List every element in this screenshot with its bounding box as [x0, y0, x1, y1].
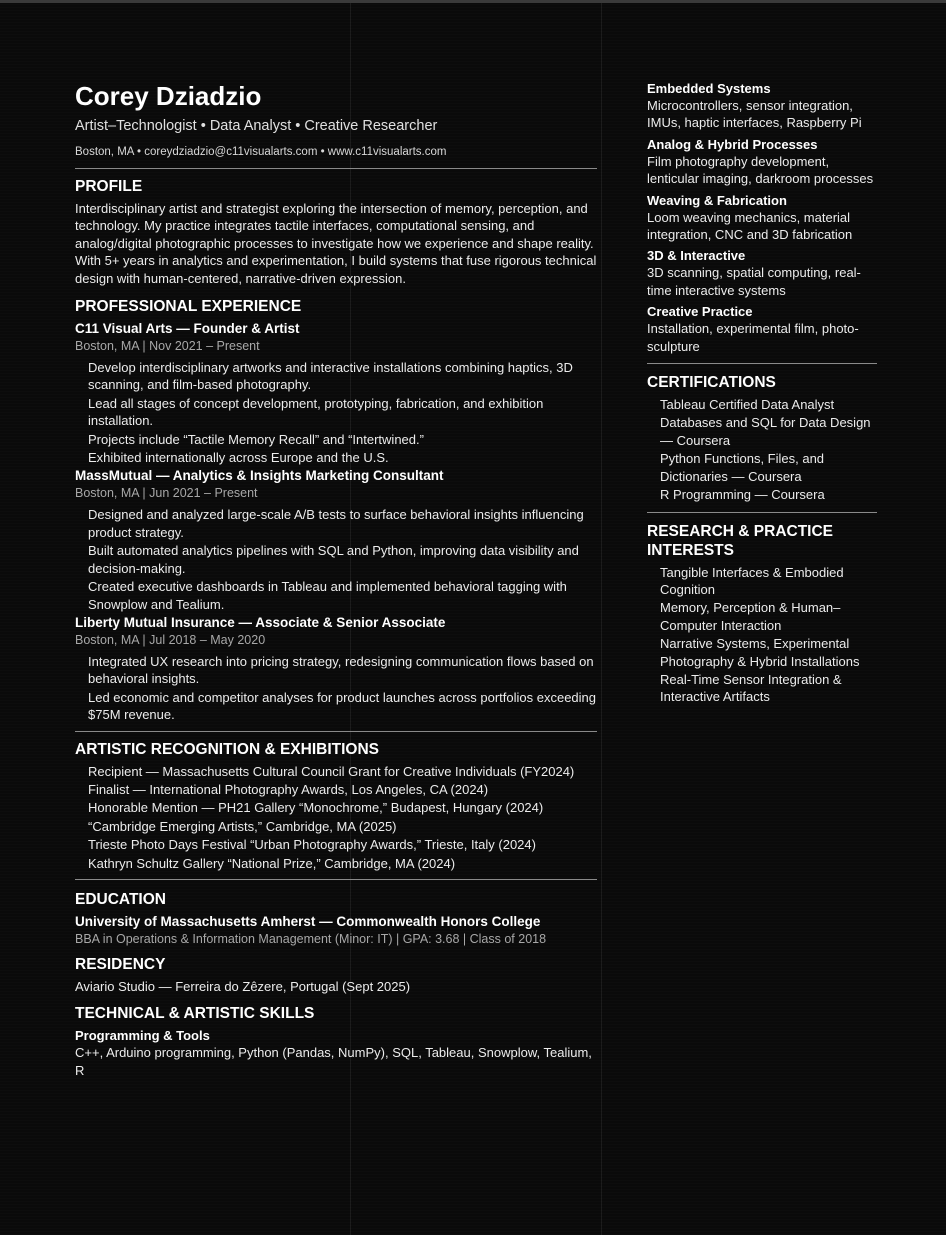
- section-title-profile: PROFILE: [75, 178, 143, 195]
- interest-item: Narrative Systems, Experimental Photography & Hybrid Installations: [660, 636, 860, 669]
- education-school: University of Massachusetts Amherst — Commonwealth Honors College: [75, 913, 541, 929]
- interest-item: Real-Time Sensor Integration & Interactive Artifacts: [660, 671, 842, 705]
- section-title-residency: RESIDENCY: [75, 955, 166, 973]
- job-bullets: [75, 359, 597, 466]
- job-meta: Boston, MA | Jun 2021 – Present: [75, 486, 258, 501]
- section-title-recognition: ARTISTIC RECOGNITION & EXHIBITIONS: [75, 740, 379, 758]
- job-bullet: Integrated UX research into pricing strategy, redesigning communication flows based on behavioral insights.: [88, 653, 594, 687]
- skill-group-text: C++, Arduino programming, Python (Pandas, NumPy), SQL, Tableau, Snowplow, Tealium, R: [75, 1045, 592, 1078]
- skill-group-name: 3D & Interactive: [647, 248, 746, 264]
- certification-list: [647, 396, 877, 503]
- side-column: [647, 80, 877, 707]
- job-bullet: Lead all stages of concept development, prototyping, fabrication, and exhibition installation.: [88, 395, 544, 429]
- divider: [75, 168, 597, 169]
- job-bullet: Created executive dashboards in Tableau and implemented behavioral tagging with Snowplow and Tealium.: [88, 579, 567, 612]
- skill-group-name: Programming & Tools: [75, 1028, 210, 1044]
- skills-right: [647, 80, 877, 355]
- job-list: [75, 320, 597, 724]
- recognition-list: [75, 763, 597, 872]
- section-title-interests: RESEARCH & PRACTICE INTERESTS: [647, 522, 834, 559]
- education-detail: BBA in Operations & Information Management (Minor: IT) | GPA: 3.68 | Class of 2018: [75, 931, 547, 946]
- job-entry: [75, 614, 597, 724]
- skills-left: [75, 1027, 597, 1079]
- job-bullet: Develop interdisciplinary artworks and interactive installations combining haptics, 3D scanning, and film-based photography.: [88, 360, 573, 393]
- certification-item: Tableau Certified Data Analyst: [660, 397, 835, 413]
- job-entry: [75, 467, 597, 612]
- job-bullets: [75, 506, 597, 612]
- recognition-item: Kathryn Schultz Gallery “National Prize,” Cambridge, MA (2024): [88, 855, 456, 871]
- job-bullet: Designed and analyzed large-scale A/B tests to surface behavioral insights influencing product strategy.: [88, 507, 584, 540]
- residency-text: Aviario Studio — Ferreira do Zêzere, Portugal (Sept 2025): [75, 978, 411, 994]
- divider: [647, 512, 877, 513]
- certification-item: R Programming — Coursera: [660, 487, 825, 503]
- skill-group-name: Creative Practice: [647, 304, 753, 320]
- job-bullet: Built automated analytics pipelines with SQL and Python, improving data visibility and decision-making.: [88, 543, 579, 576]
- divider: [75, 731, 597, 732]
- certification-item: Python Functions, Files, and Dictionaries — Coursera: [660, 451, 825, 484]
- recognition-item: Finalist — International Photography Awards, Los Angeles, CA (2024): [88, 781, 489, 797]
- skill-group-text: Installation, experimental film, photo-sculpture: [647, 321, 859, 354]
- recognition-item: Recipient — Massachusetts Cultural Council Grant for Creative Individuals (FY2024): [88, 763, 575, 779]
- section-title-education: EDUCATION: [75, 890, 166, 908]
- recognition-item: Honorable Mention — PH21 Gallery “Monochrome,” Budapest, Hungary (2024): [88, 800, 544, 816]
- skill-group-text: Microcontrollers, sensor integration, IMUs, haptic interfaces, Raspberry Pi: [647, 98, 862, 131]
- section-title-certifications: CERTIFICATIONS: [647, 374, 776, 392]
- job-meta: Boston, MA | Nov 2021 – Present: [75, 339, 260, 354]
- profile-text: Interdisciplinary artist and strategist exploring the intersection of memory, perception, and technology. My practice integrates tactile interfaces, computational sensing, and analog/digital photographic processes to investigate how we experience and shape reality. With 5+ years in analytics and experimentation, I build systems that fuse rigorous technical design with human-centered, narrative-driven expression.: [75, 201, 597, 286]
- certification-item: Databases and SQL for Data Design — Coursera: [660, 415, 871, 448]
- divider: [647, 363, 877, 364]
- top-border: [0, 0, 946, 3]
- contact-line: Boston, MA • coreydziadzio@c11visualarts.com • www.c11visualarts.com: [75, 146, 447, 158]
- job-entry: [75, 320, 597, 466]
- skill-group-name: Embedded Systems: [647, 81, 771, 96]
- recognition-item: “Cambridge Emerging Artists,” Cambridge, MA (2025): [88, 818, 397, 834]
- main-column: [75, 80, 597, 1079]
- interest-list: [647, 564, 877, 706]
- job-bullet: Exhibited internationally across Europe and the U.S.: [88, 450, 389, 466]
- section-title-experience: PROFESSIONAL EXPERIENCE: [75, 298, 302, 316]
- scan-line: [601, 3, 602, 1235]
- interest-item: Tangible Interfaces & Embodied Cognition: [660, 564, 844, 597]
- skill-group-name: Analog & Hybrid Processes: [647, 136, 818, 152]
- person-name: Corey Dziadzio: [75, 81, 262, 111]
- job-title: C11 Visual Arts — Founder & Artist: [75, 321, 300, 337]
- job-title: MassMutual — Analytics & Insights Marketing Consultant: [75, 468, 444, 484]
- job-meta: Boston, MA | Jul 2018 – May 2020: [75, 632, 266, 647]
- section-title-skills: TECHNICAL & ARTISTIC SKILLS: [75, 1005, 315, 1023]
- skill-group-text: Film photography development, lenticular imaging, darkroom processes: [647, 153, 874, 187]
- job-title: Liberty Mutual Insurance — Associate & Senior Associate: [75, 614, 446, 630]
- interest-item: Memory, Perception & Human–Computer Interaction: [660, 600, 841, 633]
- job-bullet: Projects include “Tactile Memory Recall” and “Intertwined.”: [88, 431, 424, 447]
- recognition-item: Trieste Photo Days Festival “Urban Photography Awards,” Trieste, Italy (2024): [88, 837, 536, 853]
- skill-group-name: Weaving & Fabrication: [647, 192, 787, 208]
- divider: [75, 879, 597, 880]
- skill-group-text: 3D scanning, spatial computing, real-time interactive systems: [647, 265, 861, 298]
- job-bullets: [75, 653, 597, 724]
- job-bullet: Led economic and competitor analyses for product launches across portfolios exceeding $75M revenue.: [88, 689, 597, 723]
- skill-group-text: Loom weaving mechanics, material integration, CNC and 3D fabrication: [647, 209, 853, 243]
- tagline: Artist–Technologist • Data Analyst • Creative Researcher: [75, 118, 438, 134]
